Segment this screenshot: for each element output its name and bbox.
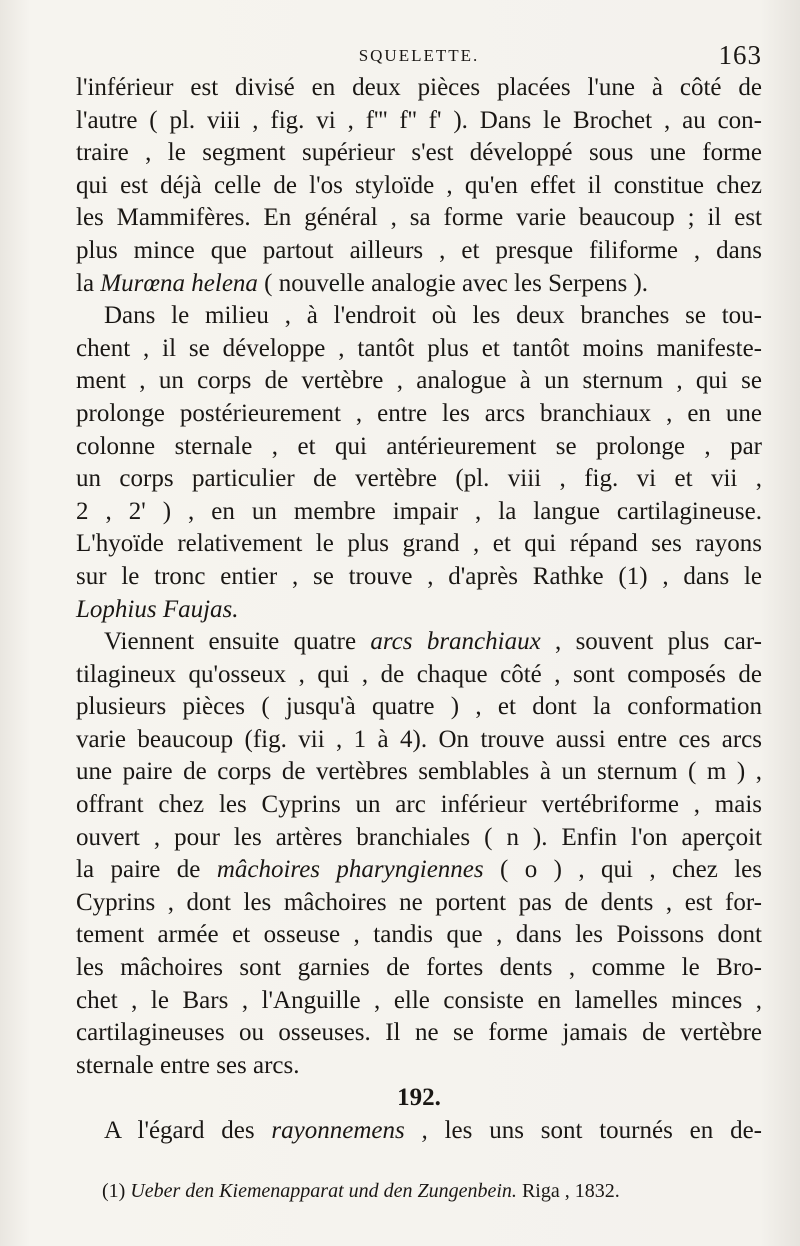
text-line: les mâchoires sont garnies de fortes dents , comme le Bro- bbox=[76, 954, 762, 982]
text-line: ment , un corps de vertèbre , analogue à un sternum , qui se bbox=[76, 367, 762, 395]
species-name: Murœna helena bbox=[100, 269, 258, 297]
footnote bbox=[102, 1180, 762, 1203]
text-line: Cyprins , dont les mâchoires ne portent pas de dents , est for- bbox=[76, 888, 762, 916]
text-run: Viennent ensuite quatre bbox=[104, 628, 371, 656]
text-line: plusieurs pièces ( jusqu'à quatre ) , et dont la conformation bbox=[76, 693, 762, 721]
text-line: sternale entre ses arcs. bbox=[76, 1051, 300, 1079]
page-header bbox=[76, 40, 762, 70]
text-line: tement armée et osseuse , tandis que , dans les Poissons dont bbox=[76, 921, 762, 949]
text-line: les Mammifères. En général , sa forme varie beaucoup ; il est bbox=[76, 204, 762, 232]
text-run: ( o ) , qui , chez les bbox=[483, 856, 763, 884]
text-line: chet , le Bars , l'Anguille , elle consiste en lamelles minces , bbox=[76, 986, 762, 1014]
footnote-place-year: Riga , 1832. bbox=[516, 1180, 620, 1202]
text-line: prolonge postérieurement , entre les arcs branchiaux , en une bbox=[76, 399, 762, 427]
term-italic: rayonnemens , bbox=[271, 1117, 428, 1144]
species-name: Lophius Faujas. bbox=[76, 595, 239, 623]
text-line bbox=[76, 594, 762, 627]
page-number: 163 bbox=[718, 40, 762, 70]
text-line: un corps particulier de vertèbre (pl. viii , fig. vi et vii , bbox=[76, 465, 762, 493]
text-line: ouvert , pour les artères branchiales ( n ). Enfin l'on aperçoit bbox=[76, 823, 762, 851]
text-line: chent , il se développe , tantôt plus et tantôt moins manifeste- bbox=[76, 334, 762, 362]
text-line: une paire de corps de vertèbres semblables à un sternum ( m ) , bbox=[76, 758, 762, 786]
text-line bbox=[76, 854, 762, 887]
text-line: offrant chez les Cyprins un arc inférieur vertébriforme , mais bbox=[76, 791, 762, 819]
text-line: colonne sternale , et qui antérieurement se prolonge , par bbox=[76, 432, 762, 460]
text-run: A l'égard des bbox=[104, 1117, 272, 1144]
text-run: , souvent plus car- bbox=[540, 628, 762, 656]
text-line: plus mince que partout ailleurs , et presque filiforme , dans bbox=[76, 236, 762, 264]
text-line: qui est déjà celle de l'os styloïde , qu'en effet il constitue chez bbox=[76, 171, 762, 199]
text-line bbox=[76, 626, 762, 659]
footnote-marker: (1) bbox=[102, 1180, 126, 1202]
text-line: cartilagineuses ou osseuses. Il ne se forme jamais de vertèbre bbox=[76, 1019, 762, 1047]
section-number: 192. bbox=[397, 1084, 441, 1112]
text-line: l'autre ( pl. viii , fig. vi , f''' f'' f' ). Dans le Brochet , au con- bbox=[76, 106, 762, 134]
text-run: ( nouvelle analogie avec les Serpens ). bbox=[257, 269, 649, 297]
body-text bbox=[76, 72, 762, 1148]
text-line: l'inférieur est divisé en deux pièces placées l'une à côté de bbox=[76, 74, 762, 101]
text-run: la paire de bbox=[76, 856, 217, 884]
footnote-title: Ueber den Kiemenapparat und den Zungenbein. bbox=[125, 1180, 517, 1202]
term-italic: mâchoires pharyngiennes bbox=[216, 856, 484, 884]
text-run: les uns sont tournés en de- bbox=[427, 1117, 762, 1144]
text-line bbox=[76, 268, 762, 301]
text-line: sur le tronc entier , se trouve , d'après Rathke (1) , dans le bbox=[76, 562, 762, 590]
text-line: 2 , 2' ) , en un membre impair , la langue cartilagineuse. bbox=[76, 497, 762, 525]
text-line: traire , le segment supérieur s'est développé sous une forme bbox=[76, 139, 762, 167]
text-run: la bbox=[76, 269, 101, 297]
running-head: SQUELETTE. bbox=[358, 46, 480, 65]
text-line: varie beaucoup (fig. vii , 1 à 4). On trouve aussi entre ces arcs bbox=[76, 725, 762, 753]
text-line: tilagineux qu'osseux , qui , de chaque côté , sont composés de bbox=[76, 660, 762, 688]
text-line: L'hyoïde relativement le plus grand , et qui répand ses rayons bbox=[76, 530, 762, 558]
term-italic: arcs branchiaux bbox=[370, 628, 541, 656]
text-line: Dans le milieu , à l'endroit où les deux branches se tou- bbox=[104, 302, 762, 330]
text-line bbox=[76, 1115, 762, 1148]
